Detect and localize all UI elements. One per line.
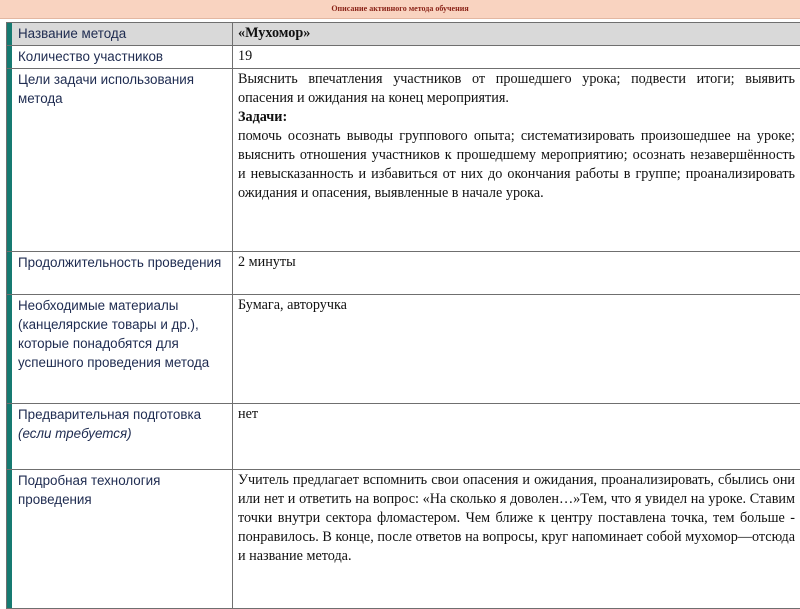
page-header: Описание активного метода обучения <box>0 0 800 19</box>
preparation-label-main: Предварительная подготовка <box>18 407 201 422</box>
materials-label: Необходимые материалы (канцелярские товары и др.), которые понадобятся для успешного проведения метода <box>7 295 233 404</box>
materials-value: Бумага, авторучка <box>233 295 800 404</box>
table-row-goals <box>7 69 800 252</box>
table-row-materials <box>7 295 800 404</box>
preparation-value: нет <box>233 404 800 470</box>
goals-value <box>233 69 800 252</box>
goals-text: Выяснить впечатления участников от прошедшего урока; подвести итоги; выявить опасения и ожидания на конец мероприятия. <box>238 70 795 108</box>
table-row-participants <box>7 46 800 69</box>
table-row-duration <box>7 252 800 295</box>
technology-value: Учитель предлагает вспомнить свои опасения и ожидания, проанализировать, сбылись они или нет и ответить на вопрос: «На сколько я доволен…»Тем, что я увидел на уроке. Ставим точки внутри сектора фломастером. Чем ближе к центру поставлена точка, тем больше - понравилось. В конце, после ответов на вопросы, круг напоминает собой мухомор—отсюда и название метода. <box>233 470 800 609</box>
table-row-name <box>7 23 800 46</box>
duration-label: Продолжительность проведения <box>7 252 233 295</box>
participants-value: 19 <box>233 46 800 69</box>
name-value: «Мухомор» <box>233 23 800 46</box>
tasks-heading: Задачи: <box>238 108 795 127</box>
technology-label: Подробная технология проведения <box>7 470 233 609</box>
duration-value: 2 минуты <box>233 252 800 295</box>
name-label: Название метода <box>7 23 233 46</box>
preparation-label <box>7 404 233 470</box>
preparation-label-note: (если требуется) <box>18 426 132 441</box>
table-row-preparation <box>7 404 800 470</box>
goals-label: Цели задачи использования метода <box>7 69 233 252</box>
table-row-technology <box>7 470 800 609</box>
method-table <box>6 22 800 609</box>
participants-label: Количество участников <box>7 46 233 69</box>
tasks-text: помочь осознать выводы группового опыта; систематизировать произошедшее на уроке; выяснить отношения участников к прошедшему мероприятию; осознать незавершённость и невысказанность и избавиться от них до окончания работы в группе; проанализировать ожидания и опасения, выявленные в начале урока. <box>238 127 795 203</box>
